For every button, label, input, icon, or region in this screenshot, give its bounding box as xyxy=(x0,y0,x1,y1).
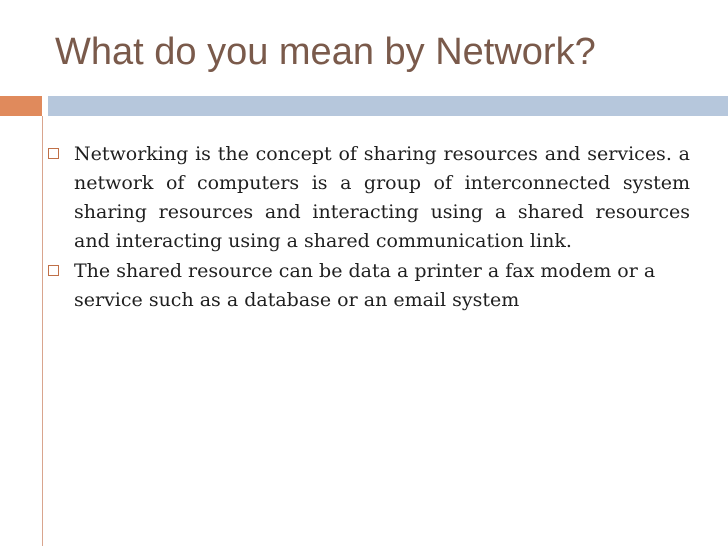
bullet-list xyxy=(48,140,690,316)
slide-title: What do you mean by Network? xyxy=(55,31,596,73)
title-accent-bar-right xyxy=(48,96,728,116)
square-bullet-icon xyxy=(48,148,59,159)
bullet-text: Networking is the concept of sharing resources and services. a network of computers is a group of interconnected system sharing resources and interacting using a shared resources and interacting using a shared communication link. xyxy=(74,143,690,252)
bullet-item xyxy=(48,140,690,256)
left-vertical-rule xyxy=(42,116,43,546)
title-accent-bar-left xyxy=(0,96,42,116)
bullet-item xyxy=(48,257,690,315)
bullet-text: The shared resource can be data a printer a fax modem or a service such as a database or an email system xyxy=(74,260,656,311)
square-bullet-icon xyxy=(48,265,59,276)
